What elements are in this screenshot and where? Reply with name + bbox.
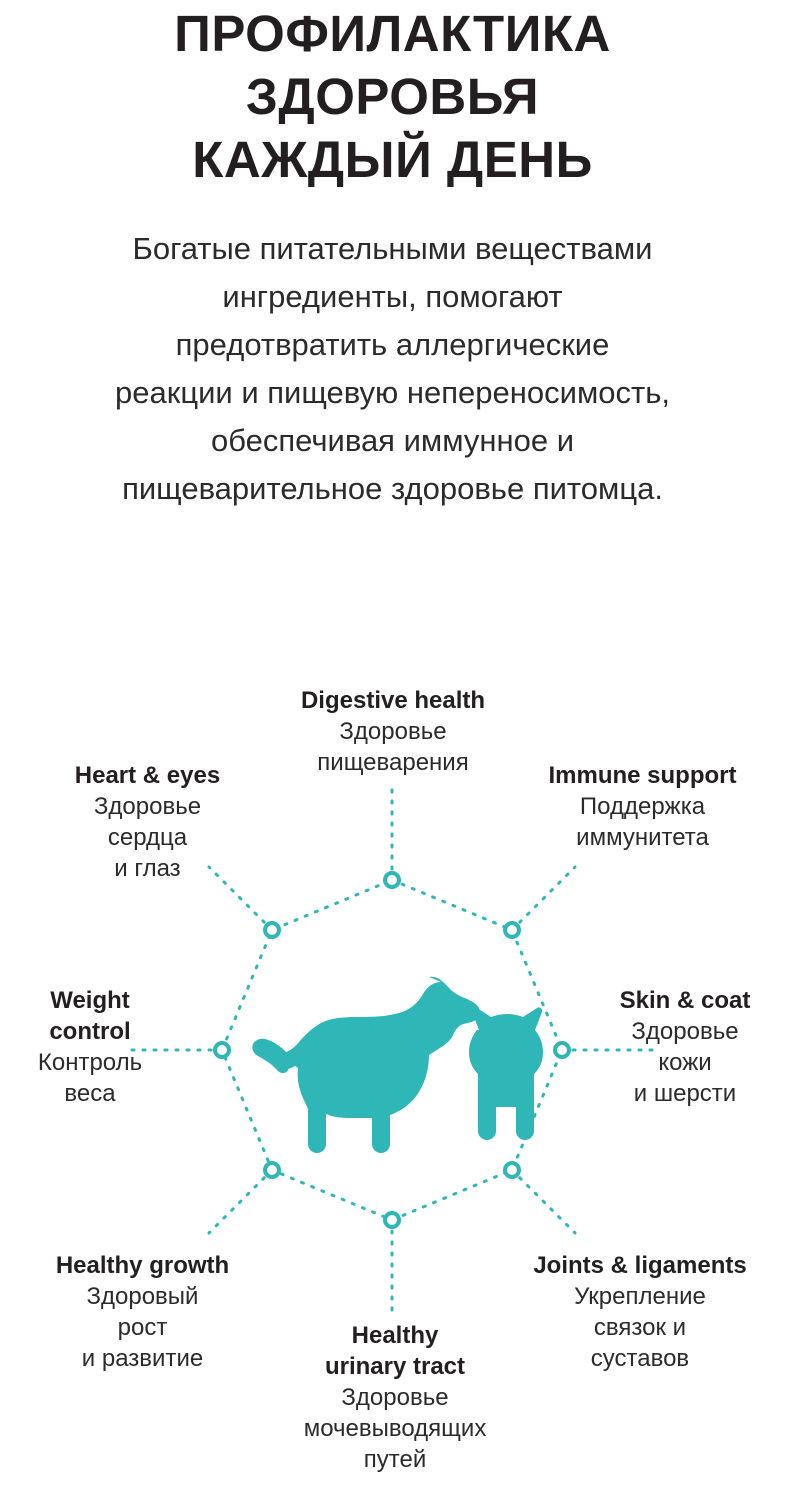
benefit-title-en: Immune support	[548, 762, 737, 789]
intro-paragraph-line-5: обеспечивая иммунное и	[210, 423, 575, 458]
benefit-title-en-line-1: Healthy	[351, 1322, 439, 1349]
intro-paragraph-line-3: предотвратить аллергические	[175, 327, 610, 362]
page-title-line-1: ПРОФИЛАКТИКА	[174, 5, 611, 62]
benefit-title-ru-line-2: пищеварения	[317, 749, 469, 776]
benefit-label-joints-and-ligaments	[500, 1250, 780, 1374]
benefit-label-heart-and-eyes	[15, 760, 280, 884]
benefit-label-digestive-health	[243, 685, 543, 778]
benefit-title-en-line-2: control	[49, 1018, 131, 1045]
benefit-label-healthy-growth	[10, 1250, 275, 1374]
benefit-title-ru-line-3: и глаз	[114, 855, 181, 882]
benefit-label-healthy-urinary-tract	[255, 1320, 535, 1475]
benefit-title-ru-line-2: мочевыводящих	[303, 1415, 487, 1442]
benefit-title-ru-line-3: и шерсти	[633, 1080, 737, 1107]
benefit-title-ru-line-2: связок и	[593, 1314, 687, 1341]
benefit-label-weight-control	[0, 985, 180, 1109]
benefit-title-ru-line-1: Здоровье	[93, 793, 202, 820]
benefit-title-ru-line-1: Здоровье	[339, 718, 447, 745]
benefit-title-en: Heart & eyes	[74, 762, 221, 789]
benefit-label-skin-and-coat	[590, 985, 780, 1109]
benefit-title-ru-line-1: Поддержка	[579, 793, 706, 820]
benefit-title-en: Digestive health	[300, 687, 486, 714]
intro-paragraph-line-2: ингредиенты, помогают	[222, 279, 563, 314]
dog-and-cat-silhouette-icon	[243, 960, 543, 1160]
benefit-title-ru-line-2: рост	[117, 1314, 168, 1341]
page-title-line-3: КАЖДЫЙ ДЕНЬ	[192, 131, 593, 188]
benefit-title-en-line-2: urinary tract	[324, 1353, 466, 1380]
benefit-title-ru-line-3: путей	[363, 1446, 427, 1473]
page-title-line-2: ЗДОРОВЬЯ	[245, 68, 540, 125]
benefit-title-en: Joints & ligaments	[533, 1252, 747, 1279]
benefit-title-ru-line-3: и развитие	[81, 1345, 204, 1372]
benefit-title-ru-line-2: веса	[64, 1080, 116, 1107]
benefit-title-ru-line-3: суставов	[590, 1345, 690, 1372]
benefit-title-ru-line-1: Здоровый	[86, 1283, 199, 1310]
benefits-octagon-diagram	[0, 660, 785, 1500]
intro-paragraph-line-4: реакции и пищевую непереносимость,	[115, 375, 670, 410]
benefit-title-ru-line-2: сердца	[107, 824, 188, 851]
benefit-title-ru-line-1: Контроль	[37, 1049, 143, 1076]
page-title	[20, 0, 765, 191]
benefit-title-ru-line-1: Здоровье	[631, 1018, 739, 1045]
intro-paragraph-line-1: Богатые питательными веществами	[132, 231, 653, 266]
benefit-title-en: Skin & coat	[619, 987, 751, 1014]
benefit-title-ru-line-2: иммунитета	[576, 824, 709, 851]
benefit-title-en: Healthy growth	[55, 1252, 230, 1279]
benefit-title-en-line-1: Weight	[50, 987, 130, 1014]
intro-paragraph-line-6: пищеварительное здоровье питомца.	[122, 471, 663, 506]
benefit-title-ru-line-1: Укрепление	[574, 1283, 706, 1310]
benefit-title-ru-line-2: кожи	[658, 1049, 712, 1076]
benefit-title-ru-line-1: Здоровье	[341, 1384, 449, 1411]
benefit-label-immune-support	[505, 760, 780, 853]
intro-paragraph	[8, 225, 778, 513]
